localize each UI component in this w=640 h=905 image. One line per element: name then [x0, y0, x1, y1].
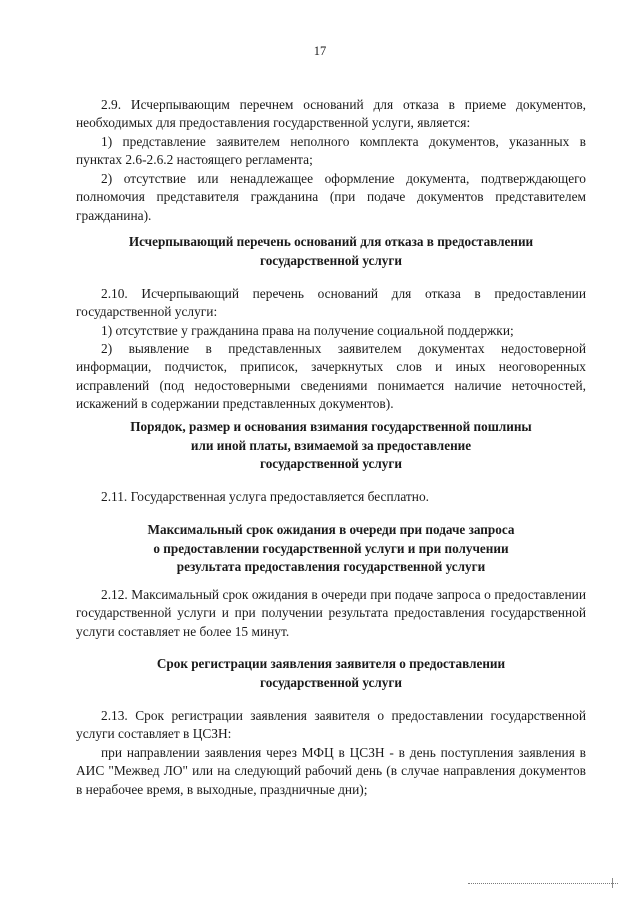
heading-fee: Порядок, размер и основания взимания государственной пошлины или иной платы, взимаемой за предоставление государственной услуги	[130, 419, 532, 472]
scan-artifact-tick	[612, 878, 616, 888]
heading-refusal-grounds: Исчерпывающий перечень оснований для отказа в предоставлении государственной услуги	[128, 234, 534, 268]
heading-registration-term: Срок регистрации заявления заявителя о предоставлении государственной услуги	[156, 656, 506, 690]
paragraph-2-9: 2.9. Исчерпывающим перечнем оснований для отказа в приеме документов, необходимых для предоставления государственной услуги, является:	[76, 97, 586, 131]
paragraph-2-9-item-2: 2) отсутствие или ненадлежащее оформление документа, подтверждающего полномочия представителя гражданина (при подаче документов представителем гражданина).	[76, 171, 586, 223]
page-number: 17	[313, 44, 327, 58]
paragraph-2-13-mfc: при направлении заявления через МФЦ в ЦСЗН - в день поступления заявления в АИС "Межвед ЛО" или на следующий рабочий день (в случае направления документов в нерабочее время, в выходные, праздничные дни);	[76, 745, 586, 797]
paragraph-2-13: 2.13. Срок регистрации заявления заявителя о предоставлении государственной услуги составляет в ЦСЗН:	[76, 708, 586, 742]
paragraph-2-10-item-2: 2) выявление в представленных заявителем документах недостоверной информации, подчисток, приписок, зачеркнутых слов и иных неоговоренных исправлений (под недостоверными сведениями понимается наличие неточностей, искажений в содержании представленных документов).	[76, 341, 586, 412]
scan-artifact-line	[468, 883, 618, 884]
paragraph-2-11: 2.11. Государственная услуга предоставляется бесплатно.	[101, 489, 429, 504]
paragraph-2-12: 2.12. Максимальный срок ожидания в очереди при подаче запроса о предоставлении государственной услуги и при получении результата предоставления государственной услуги составляет не более 15 минут.	[76, 587, 586, 639]
paragraph-2-9-item-1: 1) представление заявителем неполного комплекта документов, указанных в пунктах 2.6-2.6.2 настоящего регламента;	[76, 134, 586, 168]
heading-queue-time: Максимальный срок ожидания в очереди при подаче запроса о предоставлении государственной услуги и при получении результата предоставления государственной услуги	[147, 522, 515, 575]
paragraph-2-10: 2.10. Исчерпывающий перечень оснований для отказа в предоставлении государственной услуги:	[76, 286, 586, 320]
paragraph-2-10-item-1: 1) отсутствие у гражданина права на получение социальной поддержки;	[101, 323, 514, 338]
